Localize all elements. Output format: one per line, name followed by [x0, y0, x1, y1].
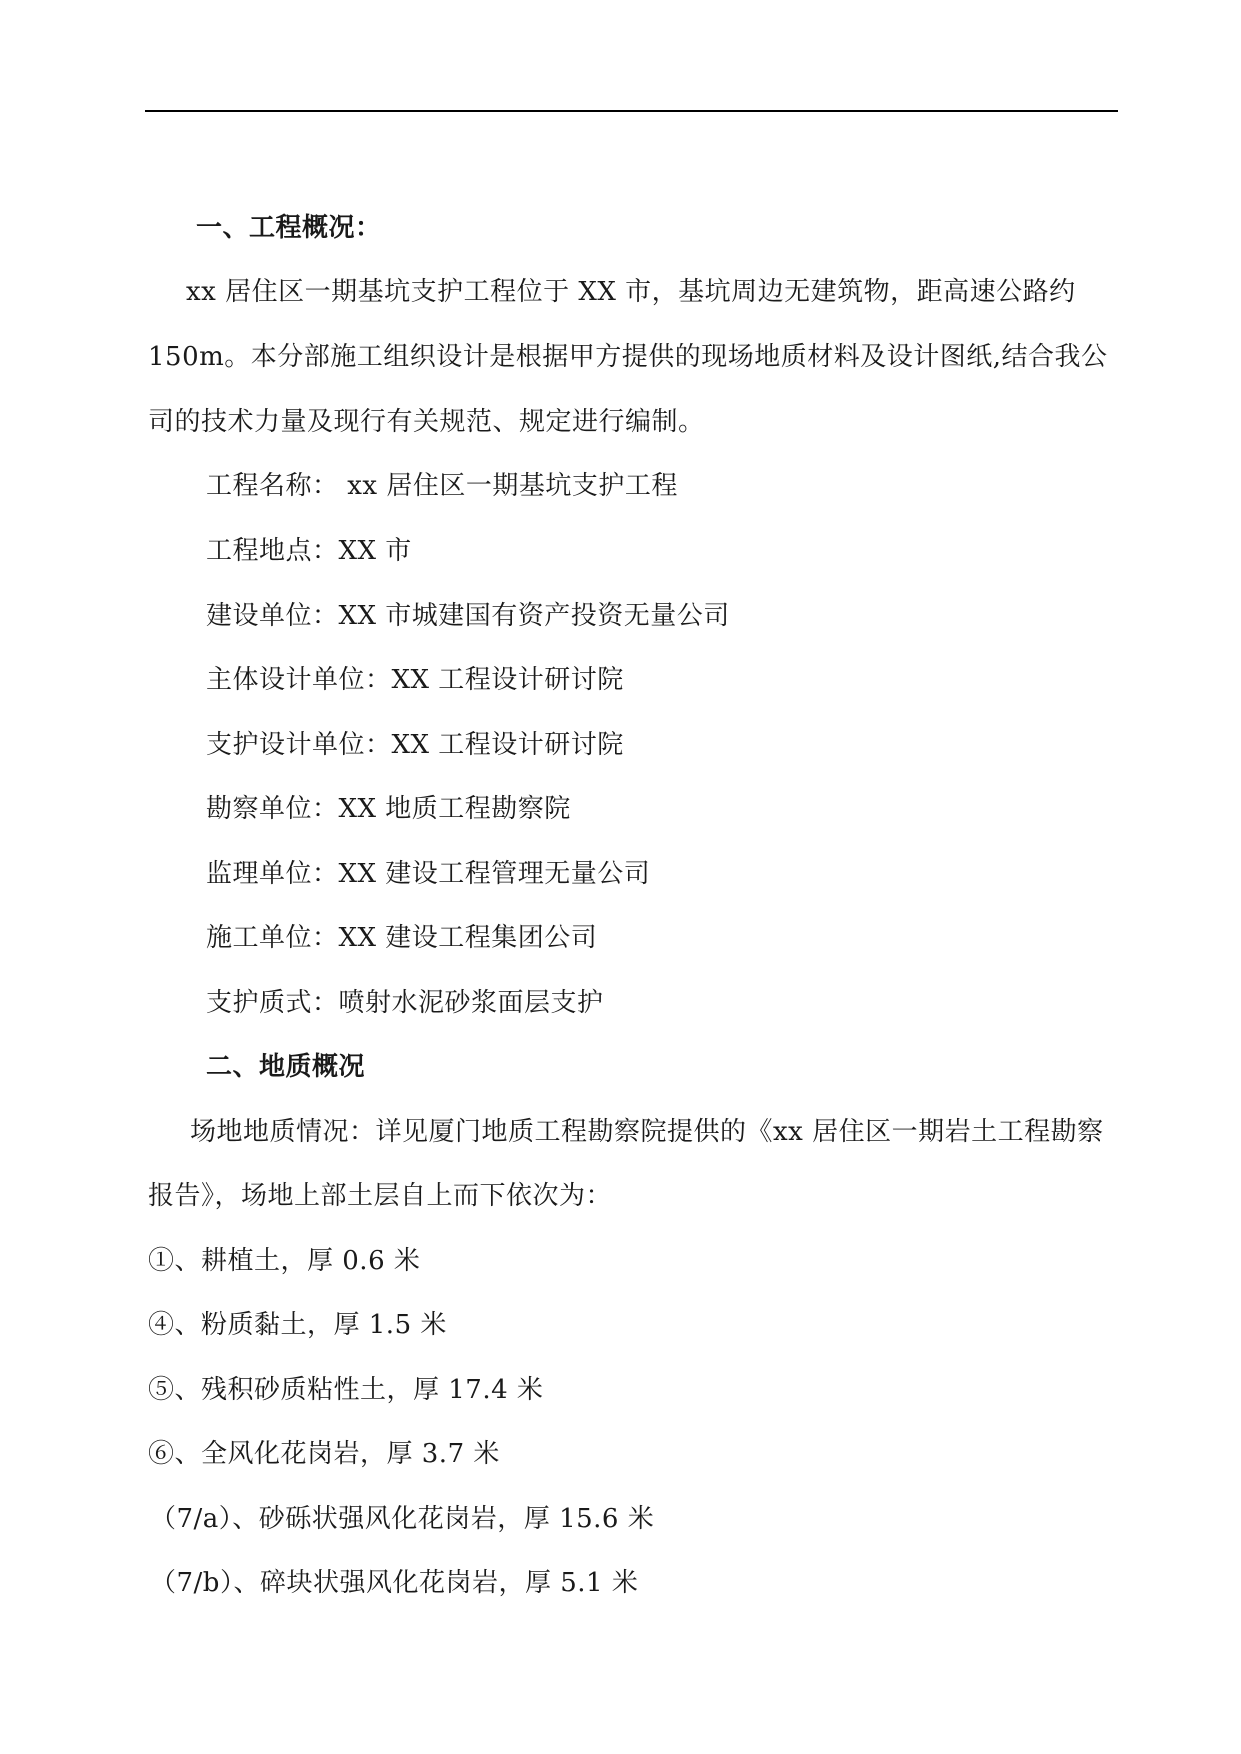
soil-layer-item: ①、耕植土，厚 0.6 米 — [148, 1246, 421, 1276]
section-2-paragraph-line-1: 场地地质情况：详见厦门地质工程勘察院提供的《xx 居住区一期岩土工程勘察 — [190, 1117, 1104, 1147]
soil-layer-item: ⑤、残积砂质粘性土，厚 17.4 米 — [148, 1375, 544, 1405]
soil-layer-item: ⑥、全风化花岗岩，厚 3.7 米 — [148, 1439, 500, 1469]
info-item-project-name: 工程名称： xx 居住区一期基坑支护工程 — [206, 471, 678, 501]
header-rule — [145, 110, 1118, 112]
info-item-main-design-unit: 主体设计单位：XX 工程设计研讨院 — [206, 665, 624, 695]
info-item-construction-unit: 建设单位：XX 市城建国有资产投资无量公司 — [206, 601, 730, 631]
section-1-paragraph-line-1: xx 居住区一期基坑支护工程位于 XX 市，基坑周边无建筑物，距高速公路约 — [186, 277, 1076, 307]
section-1-heading: 一、工程概况： — [196, 213, 382, 243]
info-item-support-method: 支护质式：喷射水泥砂浆面层支护 — [206, 988, 604, 1018]
soil-layer-item: （7/a）、砂砾状强风化花岗岩，厚 15.6 米 — [150, 1504, 655, 1534]
section-2-paragraph-line-2: 报告》，场地上部土层自上而下依次为： — [148, 1181, 613, 1211]
info-item-contractor: 施工单位：XX 建设工程集团公司 — [206, 923, 598, 953]
section-1-paragraph-line-2: 150m。本分部施工组织设计是根据甲方提供的现场地质材料及设计图纸,结合我公 — [148, 342, 1108, 372]
info-item-support-design-unit: 支护设计单位：XX 工程设计研讨院 — [206, 730, 624, 760]
info-item-supervision-unit: 监理单位：XX 建设工程管理无量公司 — [206, 859, 651, 889]
info-item-project-location: 工程地点：XX 市 — [206, 536, 412, 566]
soil-layer-item: ④、粉质黏土，厚 1.5 米 — [148, 1310, 447, 1340]
section-1-paragraph-line-3: 司的技术力量及现行有关规范、规定进行编制。 — [148, 407, 705, 437]
soil-layer-item: （7/b）、碎块状强风化花岗岩，厚 5.1 米 — [150, 1568, 639, 1598]
section-2-heading: 二、地质概况 — [206, 1052, 366, 1082]
info-item-survey-unit: 勘察单位：XX 地质工程勘察院 — [206, 794, 571, 824]
